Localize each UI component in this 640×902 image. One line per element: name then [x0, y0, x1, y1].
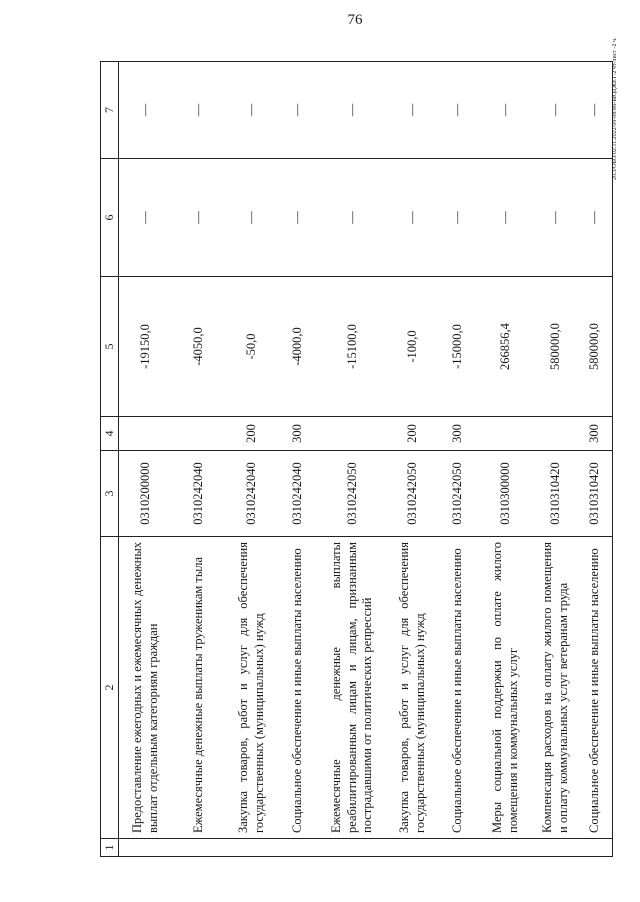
- row-name: Социальное обеспечение и иные выплаты населению: [579, 537, 613, 839]
- row-col7: —: [579, 62, 613, 159]
- row-number-cell: [119, 839, 173, 857]
- header-col-3: 3: [101, 451, 119, 537]
- table-row: [119, 62, 173, 857]
- row-col7: —: [173, 62, 225, 159]
- row-col7: —: [479, 62, 533, 159]
- row-amount: -15000,0: [437, 277, 479, 417]
- row-name: Меры социальной поддержки по оплате жилого помещения и коммунальных услуг: [479, 537, 533, 839]
- row-name: Закупка товаров, работ и услуг для обеспечения государственных (муниципальных) нужд: [389, 537, 437, 839]
- row-col6: —: [279, 159, 317, 277]
- table-row: [579, 62, 613, 857]
- row-code: 0310200000: [119, 451, 173, 537]
- row-name: Ежемесячные денежные выплаты реабилитированным лицам и лицам, признанным пострадавшими от политических репрессий: [317, 537, 389, 839]
- row-col6: —: [437, 159, 479, 277]
- table-row: [173, 62, 225, 857]
- row-name: Социальное обеспечение и иные выплаты населению: [279, 537, 317, 839]
- row-col6: —: [479, 159, 533, 277]
- row-amount: 266856,4: [479, 277, 533, 417]
- row-expense-type: 300: [437, 417, 479, 451]
- row-expense-type: [317, 417, 389, 451]
- row-amount: -19150,0: [119, 277, 173, 417]
- row-number-cell: [225, 839, 279, 857]
- row-number-cell: [317, 839, 389, 857]
- page-number: 76: [347, 12, 363, 28]
- row-amount: -50,0: [225, 277, 279, 417]
- row-number-cell: [437, 839, 479, 857]
- header-col-4: 4: [101, 417, 119, 451]
- row-col7: —: [437, 62, 479, 159]
- row-col6: —: [389, 159, 437, 277]
- row-code: 0310242050: [389, 451, 437, 537]
- row-number-cell: [173, 839, 225, 857]
- row-number-cell: [279, 839, 317, 857]
- table-header-row: [101, 62, 119, 857]
- row-number-cell: [389, 839, 437, 857]
- table-row: [389, 62, 437, 857]
- header-col-1: 1: [101, 839, 119, 857]
- row-number-cell: [579, 839, 613, 857]
- row-name: Компенсация расходов на оплату жилого помещения и оплату коммунальных услуг ветеранам труда: [533, 537, 579, 839]
- row-amount: 580000,0: [579, 277, 613, 417]
- header-col-5: 5: [101, 277, 119, 417]
- row-expense-type: 300: [579, 417, 613, 451]
- row-amount: 580000,0: [533, 277, 579, 417]
- row-amount: -4000,0: [279, 277, 317, 417]
- row-col6: —: [533, 159, 579, 277]
- row-number-cell: [479, 839, 533, 857]
- row-name: Ежемесячные денежные выплаты труженикам тыла: [173, 537, 225, 839]
- row-code: 0310242040: [279, 451, 317, 537]
- table-row: [437, 62, 479, 857]
- document-footer-code: 20.3/ОБО/02.11.2022/09-08/мэ-БЮДЖЕТ-2 чт-лист -2 ч.: [612, 37, 618, 180]
- row-col6: —: [119, 159, 173, 277]
- header-col-6: 6: [101, 159, 119, 277]
- table-row: [225, 62, 279, 857]
- header-col-7: 7: [101, 62, 119, 159]
- row-amount: -100,0: [389, 277, 437, 417]
- row-expense-type: [173, 417, 225, 451]
- row-code: 0310310420: [579, 451, 613, 537]
- table-row: [279, 62, 317, 857]
- row-code: 0310242040: [173, 451, 225, 537]
- table-row: [479, 62, 533, 857]
- table-row: [533, 62, 579, 857]
- row-code: 0310310420: [533, 451, 579, 537]
- row-name: Социальное обеспечение и иные выплаты населению: [437, 537, 479, 839]
- row-expense-type: [533, 417, 579, 451]
- row-code: 0310242050: [437, 451, 479, 537]
- header-col-2: 2: [101, 537, 119, 839]
- row-col7: —: [225, 62, 279, 159]
- row-name: Закупка товаров, работ и услуг для обеспечения государственных (муниципальных) нужд: [225, 537, 279, 839]
- row-col7: —: [279, 62, 317, 159]
- row-expense-type: [119, 417, 173, 451]
- row-amount: -15100,0: [317, 277, 389, 417]
- row-col7: —: [317, 62, 389, 159]
- row-expense-type: 200: [389, 417, 437, 451]
- row-col7: —: [533, 62, 579, 159]
- row-expense-type: 200: [225, 417, 279, 451]
- row-code: 0310242050: [317, 451, 389, 537]
- row-number-cell: [533, 839, 579, 857]
- rotated-table-container: [100, 57, 602, 857]
- row-code: 0310300000: [479, 451, 533, 537]
- row-col7: —: [389, 62, 437, 159]
- row-amount: -4050,0: [173, 277, 225, 417]
- row-code: 0310242040: [225, 451, 279, 537]
- row-col6: —: [173, 159, 225, 277]
- row-name: Предоставление ежегодных и ежемесячных денежных выплат отдельным категориям граждан: [119, 537, 173, 839]
- row-col6: —: [579, 159, 613, 277]
- row-col6: —: [225, 159, 279, 277]
- row-expense-type: 300: [279, 417, 317, 451]
- row-expense-type: [479, 417, 533, 451]
- table-row: [317, 62, 389, 857]
- budget-table: [100, 61, 613, 857]
- row-col6: —: [317, 159, 389, 277]
- row-col7: —: [119, 62, 173, 159]
